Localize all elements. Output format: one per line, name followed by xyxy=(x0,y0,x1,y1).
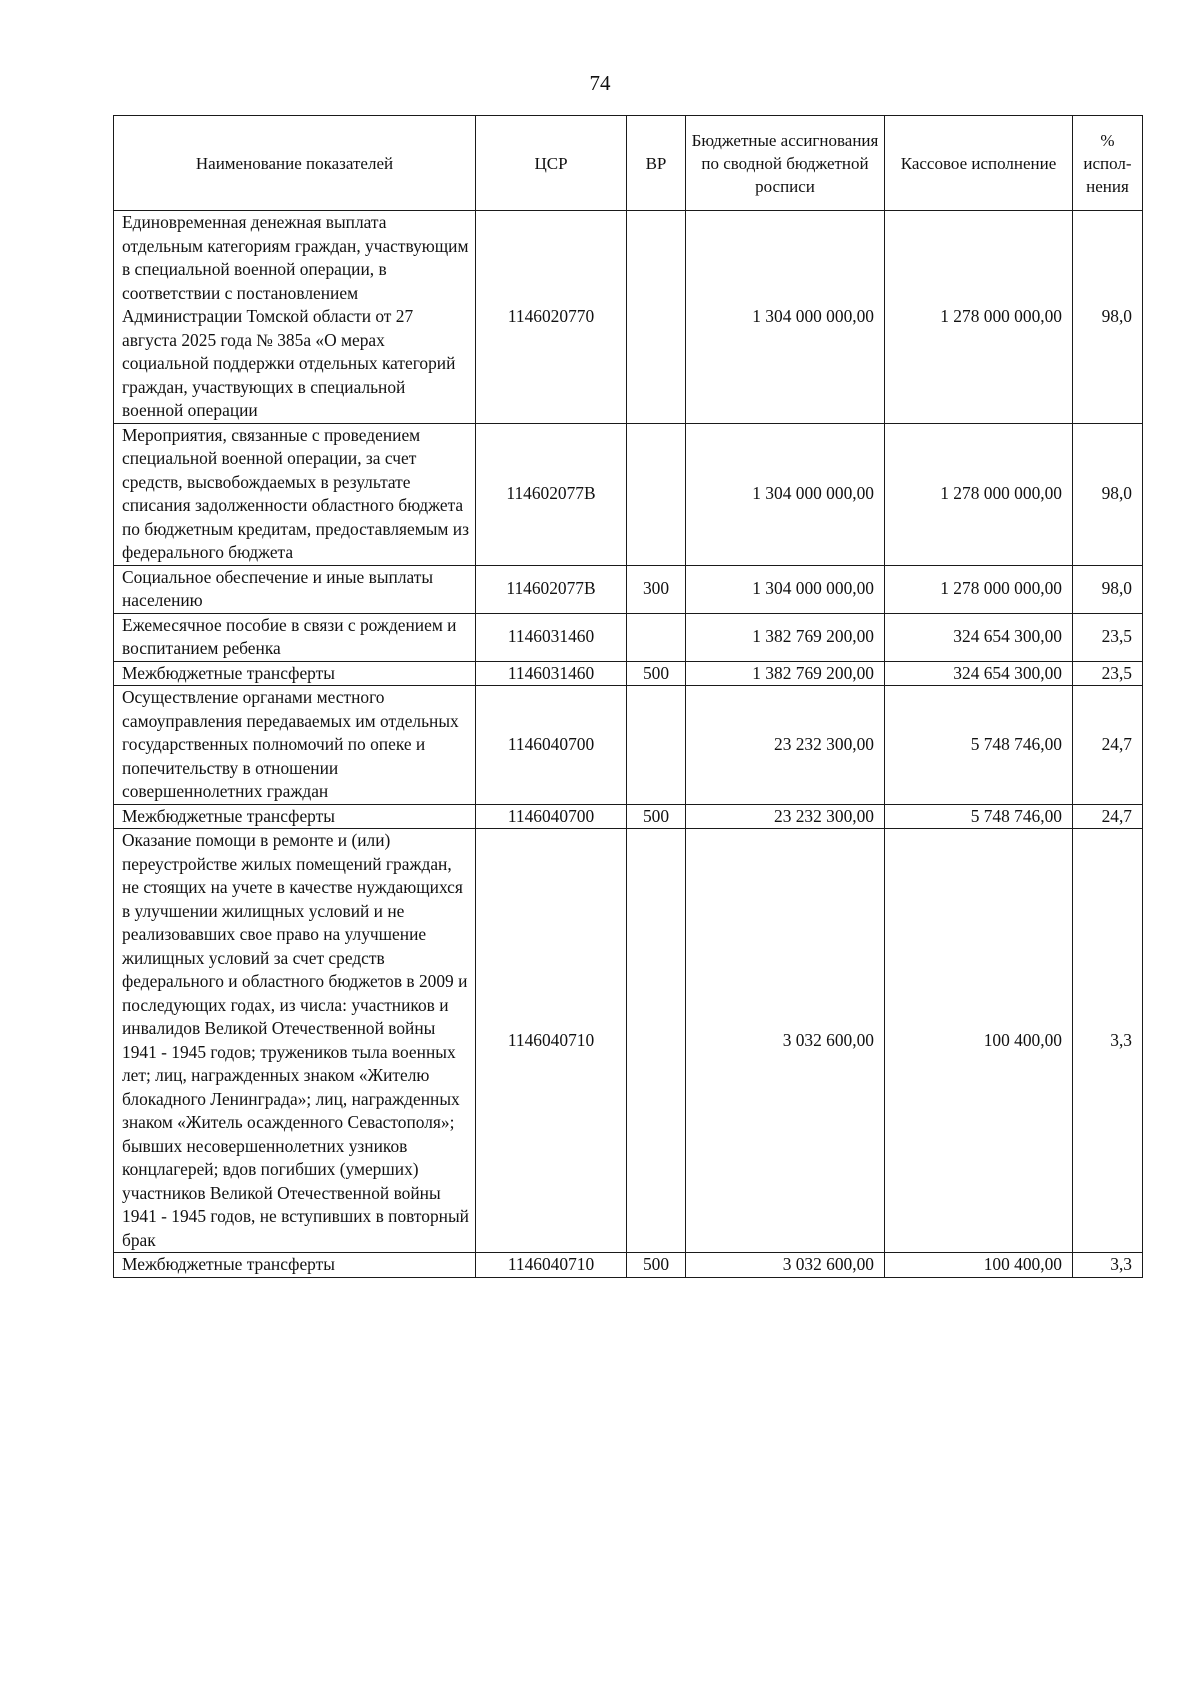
row-cash: 324 654 300,00 xyxy=(885,661,1073,686)
row-vr xyxy=(627,423,686,565)
row-percent: 98,0 xyxy=(1073,423,1143,565)
page-number: 74 xyxy=(589,71,611,95)
row-csr: 1146040710 xyxy=(476,829,627,1253)
row-budget: 3 032 600,00 xyxy=(686,829,885,1253)
row-name: Осуществление органами местного самоуправления передаваемых им отдельных государственных полномочий по опеке и попечительству в отношении совершеннолетних граждан xyxy=(114,686,476,805)
row-cash: 5 748 746,00 xyxy=(885,686,1073,805)
row-csr: 1146040700 xyxy=(476,686,627,805)
row-cash: 1 278 000 000,00 xyxy=(885,423,1073,565)
row-percent: 98,0 xyxy=(1073,211,1143,424)
header-vr: ВР xyxy=(627,116,686,211)
row-percent: 23,5 xyxy=(1073,661,1143,686)
row-cash: 1 278 000 000,00 xyxy=(885,565,1073,613)
row-csr: 114602077В xyxy=(476,565,627,613)
table-row xyxy=(114,211,1143,424)
row-name: Оказание помощи в ремонте и (или) переустройстве жилых помещений граждан, не стоящих на учете в качестве нуждающихся в улучшении жилищных условий и не реализовавших свое право на улучшение жилищных условий за счет средств федерального и областного бюджетов в 2009 и последующих годах, из числа: участников и инвалидов Великой Отечественной войны 1941 - 1945 годов; тружеников тыла военных лет; лиц, награжденных знаком «Жителю блокадного Ленинграда»; лиц, награжденных знаком «Житель осажденного Севастополя»; бывших несовершеннолетних узников концлагерей; вдов погибших (умерших) участников Великой Отечественной войны 1941 - 1945 годов, не вступивших в повторный брак xyxy=(114,829,476,1253)
row-percent: 23,5 xyxy=(1073,613,1143,661)
header-budget: Бюджетные ассигнования по сводной бюджетной росписи xyxy=(686,116,885,211)
row-csr: 1146040710 xyxy=(476,1253,627,1278)
row-vr xyxy=(627,829,686,1253)
row-vr: 300 xyxy=(627,565,686,613)
row-csr: 1146040700 xyxy=(476,804,627,829)
row-name: Межбюджетные трансферты xyxy=(114,804,476,829)
row-budget: 23 232 300,00 xyxy=(686,686,885,805)
row-vr xyxy=(627,686,686,805)
header-csr: ЦСР xyxy=(476,116,627,211)
row-csr: 1146020770 xyxy=(476,211,627,424)
table-row xyxy=(114,565,1143,613)
row-name: Межбюджетные трансферты xyxy=(114,661,476,686)
row-vr: 500 xyxy=(627,661,686,686)
row-vr: 500 xyxy=(627,1253,686,1278)
table-row xyxy=(114,804,1143,829)
row-budget: 3 032 600,00 xyxy=(686,1253,885,1278)
row-percent: 24,7 xyxy=(1073,686,1143,805)
row-name: Единовременная денежная выплата отдельным категориям граждан, участвующим в специальной военной операции, в соответствии с постановлением Администрации Томской области от 27 августа 2025 года № 385а «О мерах социальной поддержки отдельных категорий граждан, участвующих в специальной военной операции xyxy=(114,211,476,424)
row-vr xyxy=(627,613,686,661)
row-budget: 1 382 769 200,00 xyxy=(686,613,885,661)
table-row xyxy=(114,661,1143,686)
row-vr xyxy=(627,211,686,424)
row-budget: 23 232 300,00 xyxy=(686,804,885,829)
table-body xyxy=(114,211,1143,1278)
row-name: Мероприятия, связанные с проведением специальной военной операции, за счет средств, высвобождаемых в результате списания задолженности областного бюджета по бюджетным кредитам, предоставляемым из федерального бюджета xyxy=(114,423,476,565)
row-name: Межбюджетные трансферты xyxy=(114,1253,476,1278)
row-cash: 324 654 300,00 xyxy=(885,613,1073,661)
table-row xyxy=(114,1253,1143,1278)
table-row xyxy=(114,829,1143,1253)
row-cash: 1 278 000 000,00 xyxy=(885,211,1073,424)
row-csr: 1146031460 xyxy=(476,613,627,661)
header-row xyxy=(114,116,1143,211)
row-cash: 5 748 746,00 xyxy=(885,804,1073,829)
row-csr: 1146031460 xyxy=(476,661,627,686)
header-cash: Кассовое исполнение xyxy=(885,116,1073,211)
row-percent: 24,7 xyxy=(1073,804,1143,829)
table-row xyxy=(114,613,1143,661)
row-percent: 3,3 xyxy=(1073,1253,1143,1278)
row-budget: 1 304 000 000,00 xyxy=(686,211,885,424)
table-row xyxy=(114,423,1143,565)
header-percent: % испол-нения xyxy=(1073,116,1143,211)
budget-execution-table xyxy=(113,115,1143,1278)
table-header xyxy=(114,116,1143,211)
row-vr: 500 xyxy=(627,804,686,829)
header-name: Наименование показателей xyxy=(114,116,476,211)
row-budget: 1 304 000 000,00 xyxy=(686,423,885,565)
row-name: Ежемесячное пособие в связи с рождением и воспитанием ребенка xyxy=(114,613,476,661)
table-row xyxy=(114,686,1143,805)
row-cash: 100 400,00 xyxy=(885,1253,1073,1278)
row-percent: 3,3 xyxy=(1073,829,1143,1253)
row-budget: 1 382 769 200,00 xyxy=(686,661,885,686)
row-name: Социальное обеспечение и иные выплаты населению xyxy=(114,565,476,613)
row-budget: 1 304 000 000,00 xyxy=(686,565,885,613)
row-percent: 98,0 xyxy=(1073,565,1143,613)
row-csr: 114602077В xyxy=(476,423,627,565)
row-cash: 100 400,00 xyxy=(885,829,1073,1253)
